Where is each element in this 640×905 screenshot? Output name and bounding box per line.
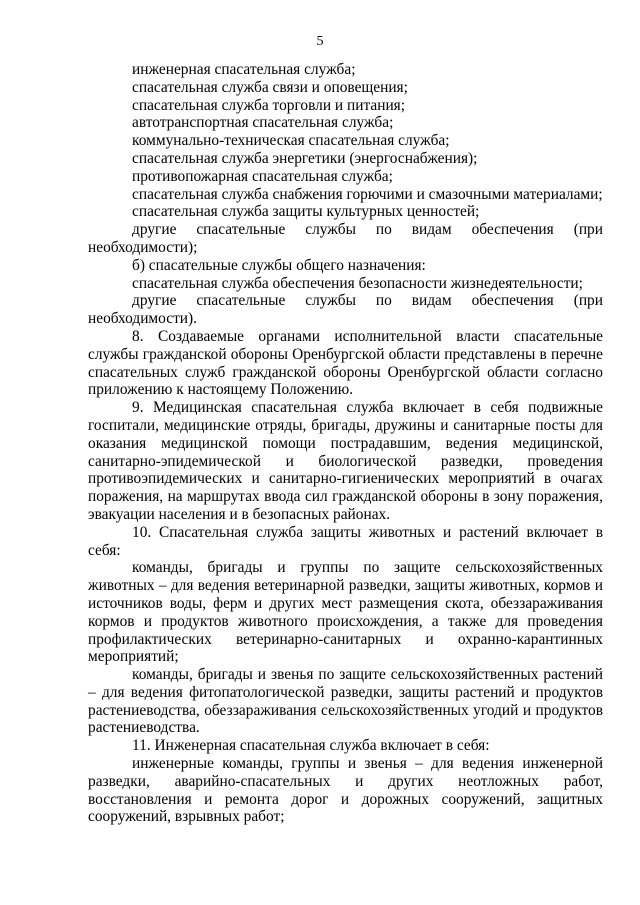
paragraph-8: 8. Создаваемые органами исполнительной власти спасательные службы гражданской обороны Оренбургской области представлены в перечне спасательных служб гражданской обороны Оренбургской области согласно приложению к настоящему Положению. xyxy=(88,327,603,399)
list-item: команды, бригады и группы по защите сельскохозяйственных животных – для ведения ветеринарной разведки, защиты животных, кормов и источников воды, ферм и других мест размещения скота, обеззараживания кормов и продуктов животного происхождения, а также для проведения профилактических ветеринарно-санитарных и охранно-карантинных мероприятий; xyxy=(88,559,603,666)
list-item: автотранспортная спасательная служба; xyxy=(132,114,394,132)
paragraph-9: 9. Медицинская спасательная служба включает в себя подвижные госпитали, медицинские отряды, бригады, дружины и санитарные посты для оказания медицинской помощи пострадавшим, ведения медицинской, санитарно-эпидемической и биологической разведки, проведения противоэпидемических и санитарно-гигиенических мероприятий в очагах поражения, на маршрутах ввода сил гражданской обороны в зону поражения, эвакуации населения и в безопасных районах. xyxy=(88,399,603,523)
list-item: спасательная служба связи и оповещения; xyxy=(132,78,408,96)
list-item: спасательная служба обеспечения безопасности жизнедеятельности; xyxy=(132,274,583,292)
document-body xyxy=(88,61,603,826)
list-item: другие спасательные службы по видам обеспечения (при необходимости). xyxy=(88,292,603,328)
list-item: спасательная служба защиты культурных ценностей; xyxy=(132,203,480,221)
page-number: 5 xyxy=(316,34,324,49)
list-item: другие спасательные службы по видам обеспечения (при необходимости); xyxy=(88,221,603,256)
list-item: команды, бригады и звенья по защите сельскохозяйственных растений – для ведения фитопатологической разведки, защиты растений и продуктов растениеводства, обеззараживания сельскохозяйственных угодий и продуктов растениеводства. xyxy=(88,666,603,737)
list-item: противопожарная спасательная служба; xyxy=(132,167,393,185)
list-item: спасательная служба снабжения горючими и смазочными материалами; xyxy=(132,185,603,203)
list-item: спасательная служба энергетики (энергоснабжения); xyxy=(132,149,478,167)
subsection-heading: б) спасательные службы общего назначения: xyxy=(132,256,426,274)
paragraph-11: 11. Инженерная спасательная служба включает в себя: xyxy=(132,737,490,755)
list-item: инженерные команды, группы и звенья – для ведения инженерной разведки, аварийно-спасательных и других неотложных работ, восстановления и ремонта дорог и дорожных сооружений, защитных сооружений, взрывных работ; xyxy=(88,755,603,826)
paragraph-10: 10. Спасательная служба защиты животных и растений включает в себя: xyxy=(88,523,603,559)
list-item: коммунально-техническая спасательная служба; xyxy=(132,132,450,150)
list-item: спасательная служба торговли и питания; xyxy=(132,96,406,114)
list-item: инженерная спасательная служба; xyxy=(132,61,356,78)
